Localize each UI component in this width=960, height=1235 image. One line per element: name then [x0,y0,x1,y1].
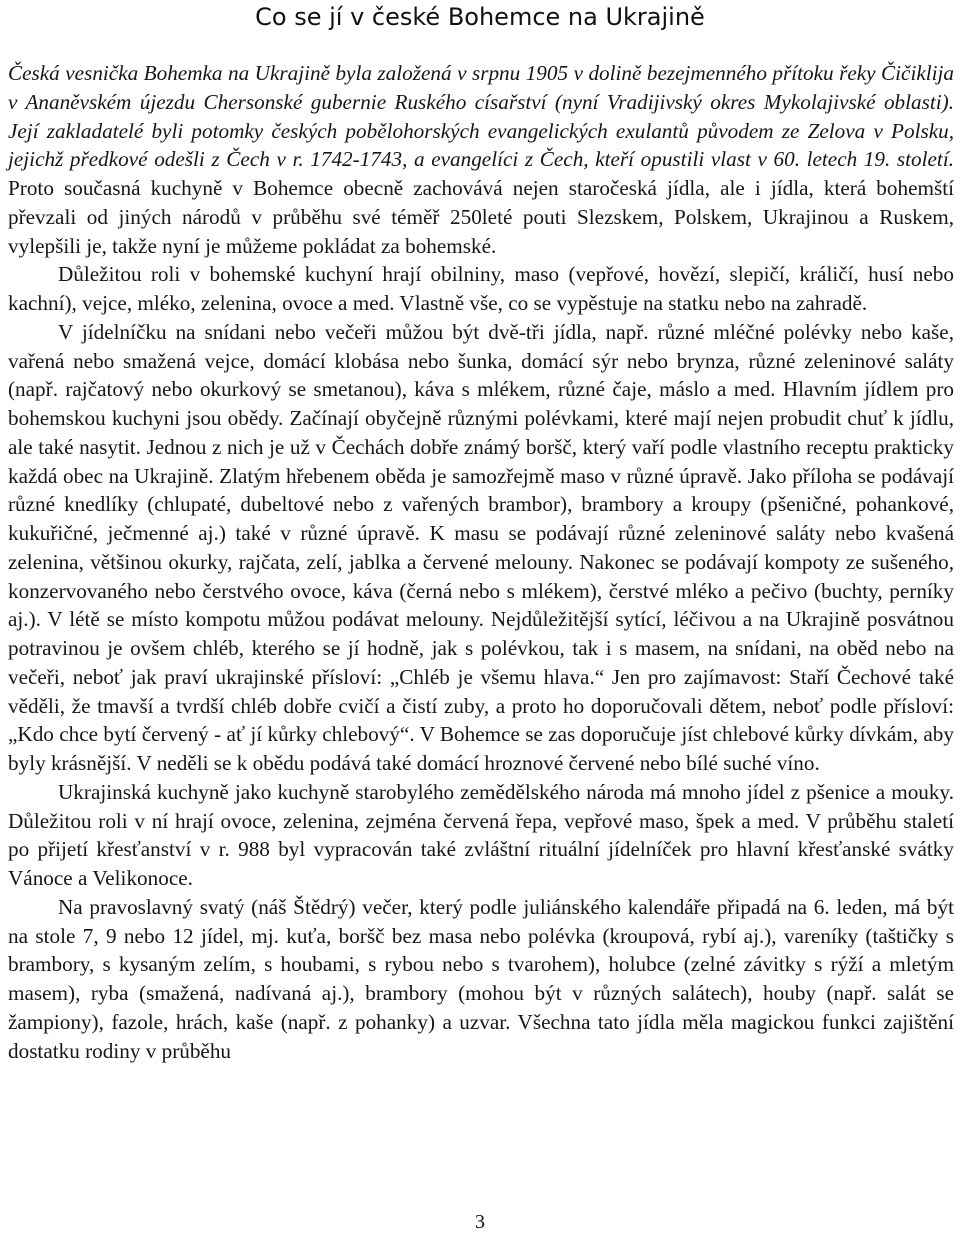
paragraph-intro-continuation: Proto současná kuchyně v Bohemce obecně zachovává nejen staročeská jídla, ale i jídla, která bohemští převzali od jiných národů v průběhu své téměř 250leté pouti Slezskem, Polskem, Ukrajinou a Ruskem, vylepšili je, takže nyní je můžeme pokládat za bohemské. [8,176,954,258]
page-number: 3 [475,1211,485,1233]
paragraph-intro-italic: Česká vesnička Bohemka na Ukrajině byla založená v srpnu 1905 v dolině bezejmenného přítoku řeky Čičiklija v Ananěvském újezdu Chersonské gubernie Ruského císařství (nyní Vradijivský okres Mykolajivské oblasti). Její zakladatelé byli potomky českých pobělohorských evangelických exulantů původem ze Zelova v Polsku, jejichž předkové odešli z Čech v r. 1742-1743, a evangelíci z Čech, kteří opustili vlast v 60. letech 19. století. [8,61,954,172]
paragraph-intro [8,59,954,260]
paragraph-ingredients: Důležitou roli v bohemské kuchyní hrají obilniny, maso (vepřové, hovězí, slepičí, králičí, husí nebo kachní), vejce, mléko, zelenina, ovoce a med. Vlastně vše, co se vypěstuje na statku nebo na zahradě. [8,262,954,315]
paragraph-meals: V jídelníčku na snídani nebo večeři můžou být dvě-tři jídla, např. různé mléčné polévky nebo kaše, vařená nebo smažená vejce, domácí klobása nebo šunka, domácí sýr nebo brynza, různé zeleninové saláty (např. rajčatový nebo okurkový se smetanou), káva s mlékem, různé čaje, máslo a med. Hlavním jídlem pro bohemskou kuchyni jsou obědy. Začínají obyčejně různými polévkami, které mají nejen probudit chuť k jídlu, ale také nasytit. Jednou z nich je už v Čechách dobře známý boršč, který vaří podle vlastního receptu prakticky každá obec na Ukrajině. Zlatým hřebenem oběda je samozřejmě maso v různé úpravě. Jako příloha se podávají různé knedlíky (chlupaté, dubeltové nebo z vařených brambor), brambory a kroupy (pšeničné, pohankové, kukuřičné, ječmenné aj.) také v různé úpravě. K masu se podávají různé zeleninové saláty nebo kvašená zelenina, většinou okurky, rajčata, zelí, jablka a červené melouny. Nakonec se podávají kompoty ze sušeného, konzervovaného nebo čerstvého ovoce, káva (černá nebo s mlékem), čerstvé mléko a pečivo (buchty, perníky aj.). V létě se místo kompotu můžou podávat melouny. Nejdůležitější sytící, léčivou a na Ukrajině posvátnou potravinou je ovšem chléb, kterého se jí hodně, jak s polévkou, tak i s masem, na snídani, na oběd nebo na večeři, neboť jak praví ukrajinské přísloví: „Chléb je všemu hlava.“ Jen pro zajímavost: Staří Čechové také věděli, že tmavší a tvrdší chléb dobře cvičí a čistí zuby, a proto ho doporučovali dětem, neboť podle přísloví: „Kdo chce bytí červený - ať jí kůrky chlebový“. V Bohemce se zas doporučuje jíst chlebové kůrky dívkám, aby byly krásnější. V neděli se k obědu podává také domácí hroznové červené nebo bílé suché víno. [8,319,954,775]
article-body [8,59,954,1065]
paragraph-christmas-eve: Na pravoslavný svatý (náš Štědrý) večer, který podle juliánského kalendáře připadá na 6. leden, má být na stole 7, 9 nebo 12 jídel, mj. kuťa, boršč bez masa nebo polévka (kroupová, rybí aj.), vareníky (taštičky s brambory, s kysaným zelím, s houbami, s rybou nebo s tvarohem), holubce (zelné závitky s rýží a mletým masem), ryba (smažená, nadívaná aj.), brambory (mohou být v různých salátech), houby (např. salát se žampiony), fazole, hrách, kaše (např. z pohanky) a uzvar. Všechna tato jídla měla magickou funkci zajištění dostatku rodiny v průběhu [8,894,954,1063]
page-title: Co se jí v české Bohemce na Ukrajině [255,3,705,31]
paragraph-ukrainian-cuisine: Ukrajinská kuchyně jako kuchyně starobylého zemědělského národa má mnoho jídel z pšenice a mouky. Důležitou roli v ní hrají ovoce, zelenina, zejména červená řepa, vepřové maso, špek a med. V průběhu staletí po přijetí křesťanství v r. 988 byl vypracován také zvláštní rituální jídelníček pro hlavní křesťanské svátky Vánoce a Velikonoce. [8,779,954,890]
